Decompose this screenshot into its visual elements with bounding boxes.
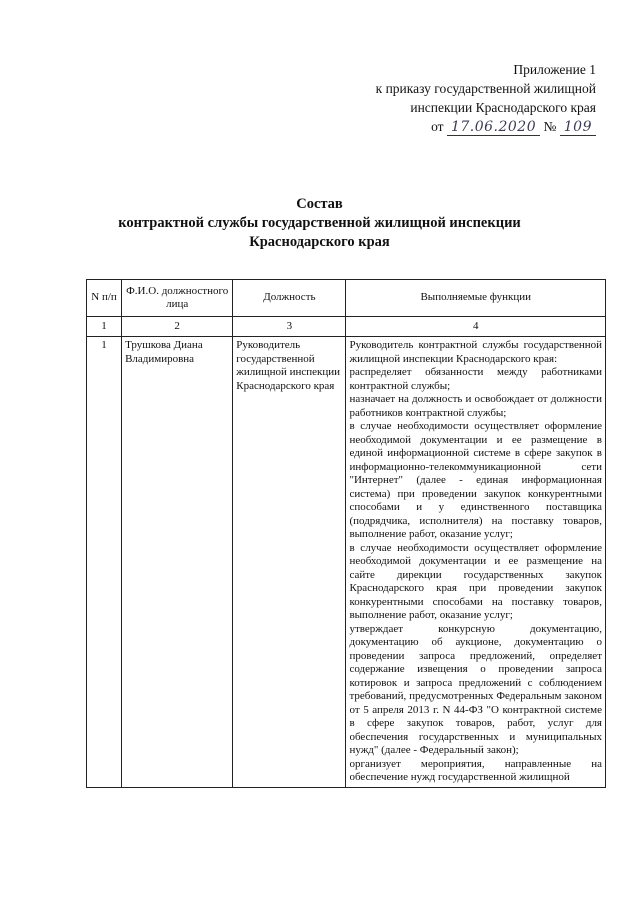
title-line-2: контрактной службы государственной жилищной инспекции <box>118 215 521 231</box>
table-header-row <box>87 280 606 317</box>
function-item: организует мероприятия, направленные на обеспечение нужд государственной жилищной <box>349 757 602 783</box>
row-number: 1 <box>87 337 122 788</box>
order-date: 17.06.2020 <box>447 119 540 136</box>
column-number: 2 <box>122 317 233 337</box>
column-number: 3 <box>233 317 346 337</box>
document-title <box>60 195 579 252</box>
header-full-name: Ф.И.О. должностного лица <box>122 280 233 317</box>
function-item: в случае необходимости осуществляет оформление необходимой документации и ее размещение на сайте дирекции государственных закупок Краснодарского края при проведении закупок конкурентными способами на поставку товаров, выполнение работ, оказание услуг; <box>349 541 602 621</box>
appendix-authority: инспекции Краснодарского края <box>410 100 596 115</box>
title-line-3: Краснодарского края <box>249 234 390 250</box>
table-row <box>87 337 606 788</box>
row-functions <box>346 337 606 788</box>
function-item: назначает на должность и освобождает от должности работников контрактной службы; <box>349 393 602 419</box>
function-item: распределяет обязанности между работниками контрактной службы; <box>349 366 602 392</box>
column-number: 1 <box>87 317 122 337</box>
order-number: 109 <box>560 119 596 136</box>
header-number: N п/п <box>87 280 122 317</box>
appendix-block <box>320 60 596 137</box>
function-item: утверждает конкурсную документацию, документацию об аукционе, документацию о проведении запроса предложений, определяет содержание извещения о проведении запроса котировок и запроса предложений с соблюдением требований, предусмотренных Федеральным законом от 5 апреля 2013 г. N 44-ФЗ "О контрактной системе в сфере закупок товаров, работ, услуг для обеспечения государственных и муниципальных нужд" (далее - Федеральный закон); <box>349 622 602 756</box>
number-prefix: № <box>543 119 557 134</box>
appendix-title: Приложение 1 <box>513 62 596 77</box>
header-position: Должность <box>233 280 346 317</box>
title-line-1: Состав <box>296 196 343 212</box>
row-position: Руководитель государственной жилищной инспекции Краснодарского края <box>233 337 346 788</box>
column-number: 4 <box>346 317 606 337</box>
function-item: Руководитель контрактной службы государственной жилищной инспекции Краснодарского края: <box>349 339 602 365</box>
contract-service-table <box>86 279 606 788</box>
function-item: в случае необходимости осуществляет оформление необходимой документации и ее размещение в единой информационной системе в сфере закупок в информационно-телекоммуникационной сети "Интернет" (далее - единая информационная система) при проведении закупок конкурентными способами и у единственного поставщика (подрядчика, исполнителя) на поставку товаров, выполнение работ, оказание услуг; <box>349 420 602 540</box>
row-full-name: Трушкова Диана Владимировна <box>122 337 233 788</box>
appendix-date-number <box>320 117 596 137</box>
header-functions: Выполняемые функции <box>346 280 606 317</box>
column-number-row <box>87 317 606 337</box>
appendix-order-reference: к приказу государственной жилищной <box>375 81 596 96</box>
date-prefix: от <box>431 119 444 134</box>
